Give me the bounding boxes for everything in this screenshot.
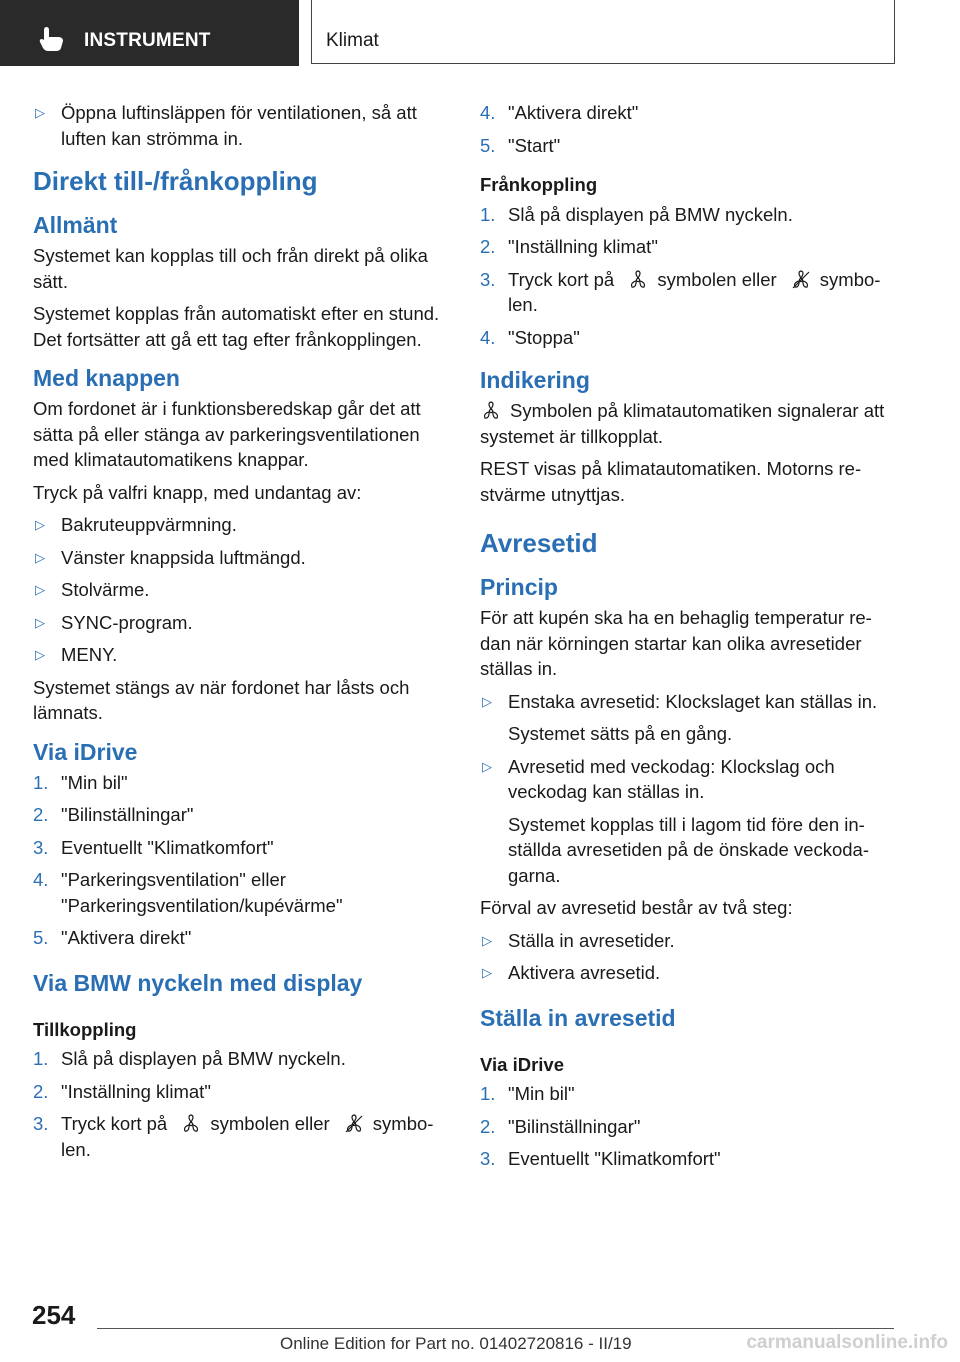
right-column (480, 100, 895, 1179)
triangle-bullet-icon: ▷ (35, 582, 45, 597)
section-tab (0, 0, 299, 66)
section-title: INSTRUMENT (84, 30, 211, 51)
list-item: 3. Tryck kort på symbolen eller symbolen. (33, 1113, 434, 1160)
list-item: ▷ Enstaka avresetid: Klockslaget kan ställas in. (480, 689, 895, 715)
fan-off-icon (343, 1114, 365, 1134)
list-item: ▷ Stolvärme. (33, 577, 448, 603)
triangle-bullet-icon: ▷ (482, 932, 492, 948)
heading-idrive: Via iDrive (33, 738, 138, 765)
heading-bmw-key: Via BMW nyckeln med display (33, 969, 363, 996)
list-item: 5. "Start" (480, 134, 561, 156)
paragraph: För att kupén ska ha en behaglig temperatur redan när körningen startar kan olika avresetider ställas in. (480, 607, 872, 679)
list-item: 1. "Min bil" (480, 1083, 575, 1104)
paragraph: Systemet stängs av när fordonet har låsts och lämnats. (33, 676, 410, 723)
list-item: 5. "Aktivera direkt" (33, 927, 192, 948)
paragraph: Systemet sätts på en gång. (508, 723, 733, 744)
triangle-bullet-icon: ▷ (482, 758, 492, 774)
list-item: ▷ SYNC-program. (33, 610, 448, 636)
list-item: ▷ Öppna luftinsläppen för ventilationen, så att luften kan strömma in. (35, 102, 417, 149)
paragraph: Systemet kopplas till i lagom tid före den inställda avresetiden på de önskade veckodagarna. (508, 813, 869, 886)
triangle-bullet-icon: ▷ (482, 965, 492, 980)
list-item: 1. "Min bil" (33, 771, 128, 793)
list-item: ▷ Avresetid med veckodag: Klockslag och veckodag kan ställas in. (482, 755, 835, 802)
heading-indikering: Indikering (480, 367, 590, 393)
list-item: 1. Slå på displayen på BMW nyckeln. (480, 203, 793, 225)
left-column (33, 100, 448, 1169)
list-item: 2. "Inställning klimat" (480, 236, 658, 257)
triangle-bullet-icon: ▷ (482, 693, 492, 709)
page-number: 254 (32, 1300, 76, 1330)
paragraph: Tryck på valfri knapp, med undantag av: (33, 481, 362, 503)
hand-pointer-icon (38, 26, 66, 52)
list-item: ▷ Aktivera avresetid. (480, 960, 895, 986)
triangle-bullet-icon: ▷ (35, 549, 45, 565)
list-item: 2. "Bilinställningar" (480, 1115, 641, 1137)
topic-tab (311, 0, 895, 64)
fan-icon (480, 401, 502, 421)
paragraph: Systemet kan kopplas till och från direkt på olika sätt. (33, 245, 428, 292)
triangle-bullet-icon: ▷ (35, 105, 45, 120)
heading-direct: Direkt till-/frånkoppling (33, 166, 318, 196)
list-item: 3. Eventuellt "Klimatkomfort" (33, 836, 274, 858)
page-footer (0, 1290, 960, 1362)
list-item: 2. "Inställning klimat" (33, 1080, 211, 1102)
fan-off-icon (790, 270, 812, 290)
heading-stalla-in: Ställa in avresetid (480, 1004, 676, 1031)
heading-frankoppling: Frånkoppling (480, 174, 598, 195)
paragraph: Symbolen på klimatautomatiken signalerar att systemet är tillkopplat. (480, 400, 885, 447)
heading-avresetid: Avresetid (480, 528, 598, 558)
topic-title: Klimat (326, 30, 379, 51)
paragraph: Förval av avresetid består av två steg: (480, 897, 793, 918)
watermark: carmanualsonline.info (746, 1332, 948, 1353)
list-item: 3. Eventuellt "Klimatkomfort" (480, 1148, 721, 1169)
heading-via-idrive: Via iDrive (480, 1053, 564, 1075)
list-item: ▷ Ställa in avresetider. (480, 928, 895, 954)
triangle-bullet-icon: ▷ (35, 614, 45, 630)
fan-icon (180, 1114, 202, 1134)
footer-divider (97, 1328, 894, 1329)
paragraph: REST visas på klimatautomatiken. Motorns restvärme utnyttjas. (480, 458, 862, 505)
list-item: 3. Tryck kort på symbolen eller symbolen. (480, 268, 881, 315)
triangle-bullet-icon: ▷ (35, 517, 45, 532)
page-header (0, 0, 960, 66)
triangle-bullet-icon: ▷ (35, 647, 45, 662)
heading-tillkoppling: Tillkoppling (33, 1018, 137, 1040)
heading-knapp: Med knappen (33, 365, 180, 391)
heading-princip: Princip (480, 574, 558, 600)
list-item: 4. "Stoppa" (480, 326, 580, 348)
list-item: ▷ MENY. (33, 642, 448, 668)
fan-icon (627, 270, 649, 290)
paragraph: Om fordonet är i funktionsberedskap går det att sätta på eller stänga av parkeringsventilationen med klimatautomatikens knappar. (33, 398, 421, 470)
edition-text: Online Edition for Part no. 01402720816 - II/19 (280, 1334, 632, 1353)
list-item: 4. "Parkeringsventilation" eller "Parkeringsventilation/kupévärme" (33, 869, 343, 916)
list-item: 1. Slå på displayen på BMW nyckeln. (33, 1048, 346, 1069)
list-item: ▷ Bakruteuppvärmning. (33, 512, 448, 538)
paragraph: Systemet kopplas från automatiskt efter en stund. Det fortsätter att gå ett tag efter frånkopplingen. (33, 303, 440, 350)
heading-allmant: Allmänt (33, 212, 118, 238)
list-item: 4. "Aktivera direkt" (480, 102, 639, 123)
list-item: ▷ Vänster knappsida luftmängd. (33, 545, 448, 571)
list-item: 2. "Bilinställningar" (33, 804, 194, 825)
